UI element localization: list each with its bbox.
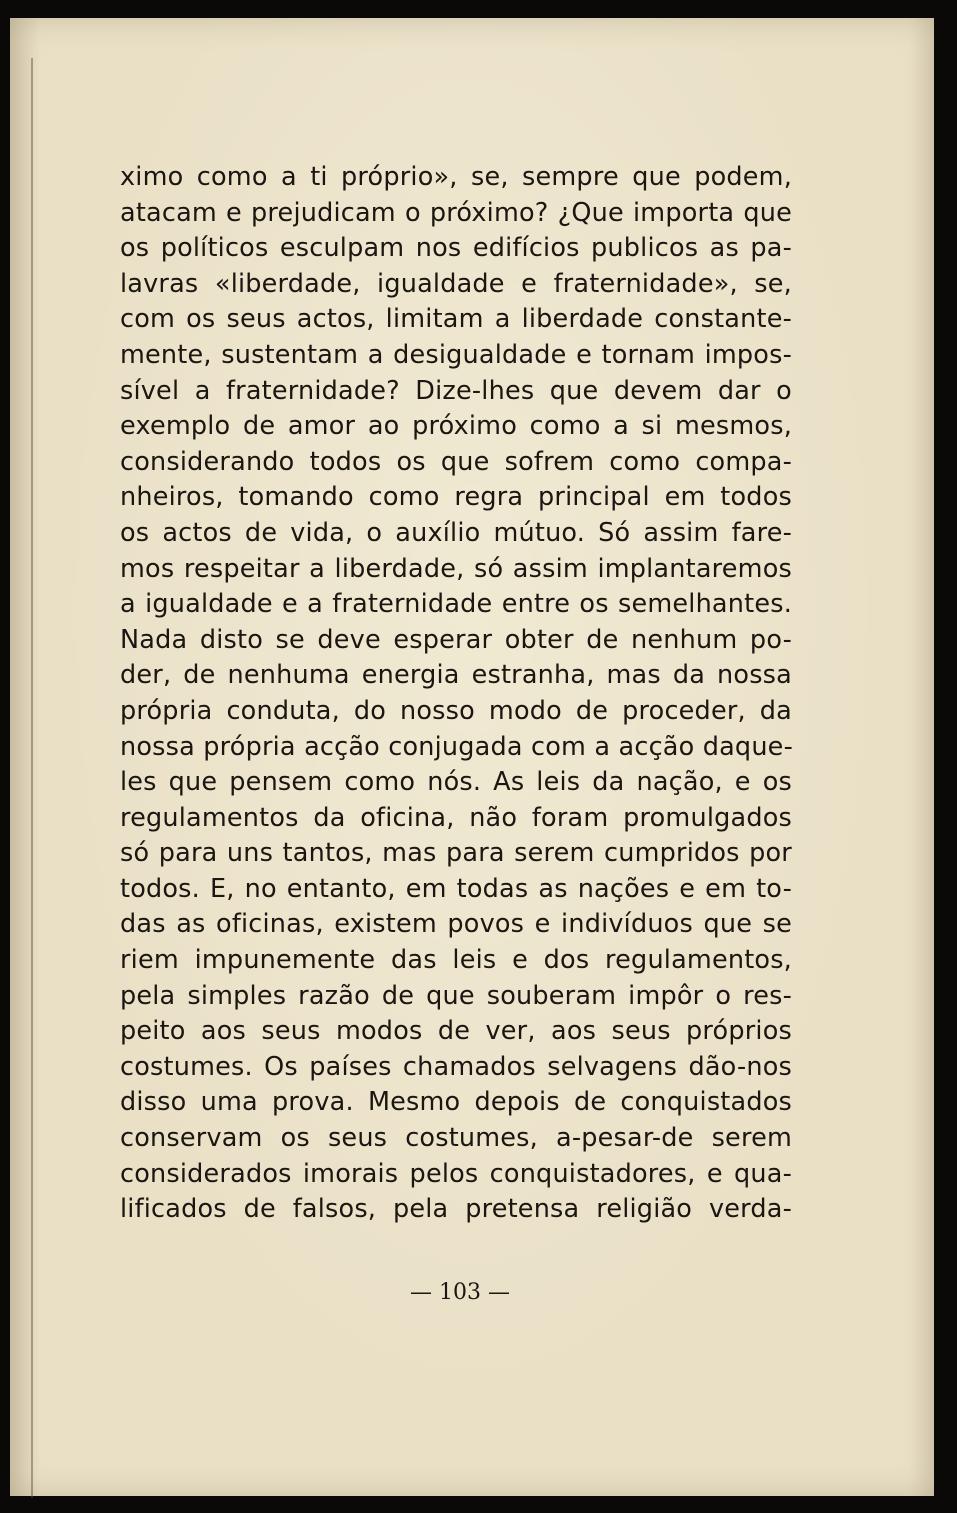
text-line: os políticos esculpam nos edifícios publicos as pa- — [120, 233, 792, 264]
text-line: ximo como a ti próprio», se, sempre que podem, — [120, 162, 792, 192]
text-line: os actos de vida, o auxílio mútuo. Só assim fare- — [120, 517, 792, 548]
page-number: — 103 — — [410, 1280, 510, 1305]
text-line: sível a fraternidade? Dize-lhes que devem dar o — [120, 375, 792, 406]
text-line: mente, sustentam a desigualdade e tornam impos- — [120, 339, 792, 370]
body-text — [120, 160, 792, 1228]
text-line: atacam e prejudicam o próximo? ¿Que importa que — [120, 197, 792, 228]
book-page — [10, 18, 934, 1496]
text-line: nheiros, tomando como regra principal em todos — [120, 482, 792, 513]
text-line: riem impunemente das leis e dos regulamentos, — [120, 945, 792, 976]
text-line: exemplo de amor ao próximo como a si mesmos, — [120, 411, 792, 442]
text-line: considerados imorais pelos conquistadores, e qua- — [120, 1158, 792, 1189]
text-line: pela simples razão de que souberam impôr o res- — [120, 980, 792, 1011]
text-line: própria conduta, do nosso modo de proceder, da — [120, 695, 792, 726]
text-line: só para uns tantos, mas para serem cumpridos por — [120, 838, 792, 869]
text-line: lificados de falsos, pela pretensa religião verda- — [120, 1194, 792, 1225]
text-line: conservam os seus costumes, a-pesar-de serem — [120, 1123, 792, 1154]
text-line: Nada disto se deve esperar obter de nenhum po- — [120, 624, 792, 655]
text-line: todos. E, no entanto, em todas as nações e em to- — [120, 873, 792, 904]
text-line: der, de nenhuma energia estranha, mas da nossa — [120, 660, 792, 691]
text-line: costumes. Os países chamados selvagens dão-nos — [120, 1051, 792, 1082]
text-line: disso uma prova. Mesmo depois de conquistados — [120, 1087, 792, 1118]
text-line: a igualdade e a fraternidade entre os semelhantes. — [120, 589, 792, 620]
text-line: les que pensem como nós. As leis da nação, e os — [120, 767, 792, 798]
text-line: regulamentos da oficina, não foram promulgados — [120, 802, 792, 833]
text-line: considerando todos os que sofrem como compa- — [120, 446, 792, 477]
text-line: peito aos seus modos de ver, aos seus próprios — [120, 1016, 792, 1047]
text-line: lavras «liberdade, igualdade e fraternidade», se, — [120, 268, 792, 299]
text-line: com os seus actos, limitam a liberdade constante- — [120, 304, 792, 335]
text-line: das as oficinas, existem povos e indivíduos que se — [120, 909, 792, 940]
text-line: mos respeitar a liberdade, só assim implantaremos — [120, 553, 792, 584]
text-line: nossa própria acção conjugada com a acção daque- — [120, 731, 793, 762]
